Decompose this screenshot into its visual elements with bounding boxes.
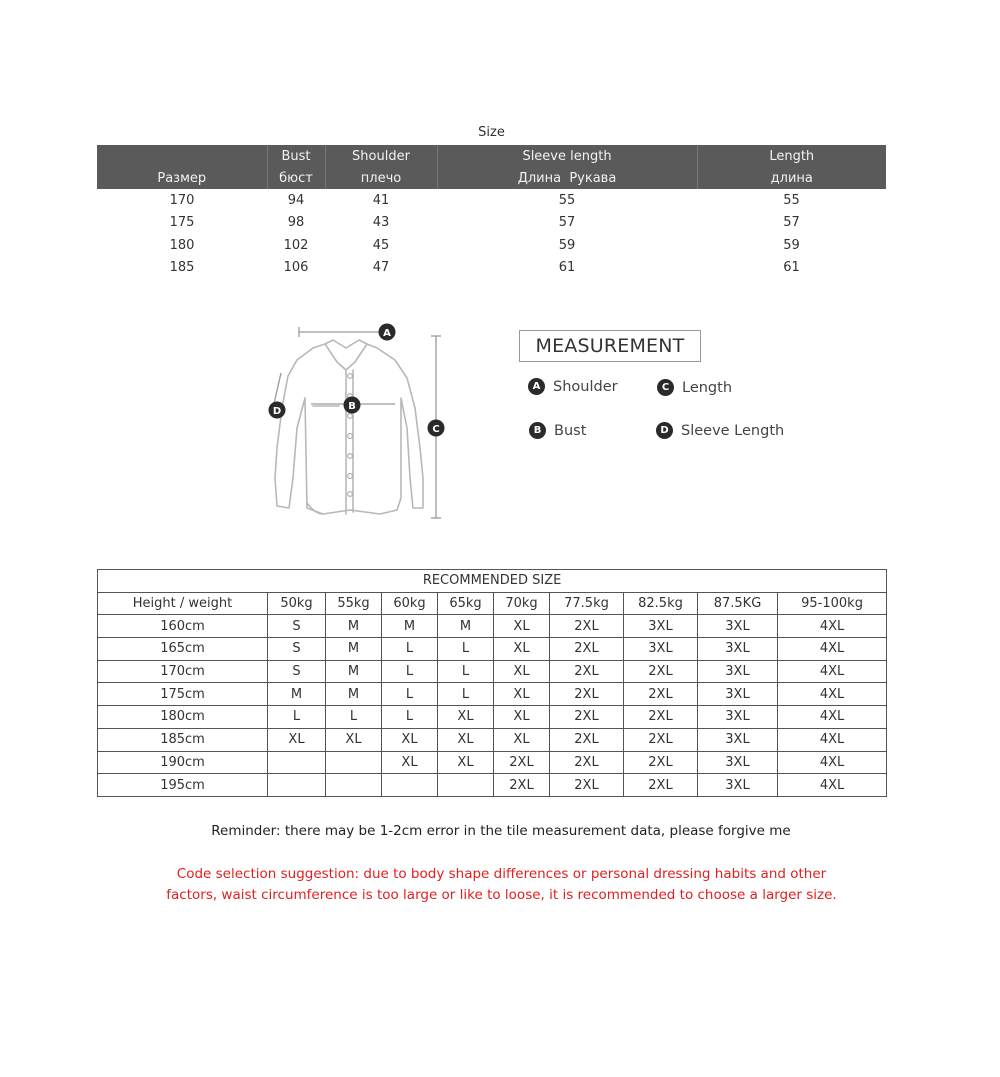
recommended-size-cell: XL [382,728,438,751]
recommended-size-cell: XL [326,728,382,751]
recommended-header-cell: 87.5KG [698,592,778,615]
recommended-size-cell: 4XL [778,728,887,751]
height-cell: 175cm [98,683,268,706]
size-table-row [97,212,886,235]
height-cell: 165cm [98,638,268,661]
size-table-cell: 43 [372,215,390,231]
size-table-cell: 57 [558,215,576,231]
recommended-size-cell: 2XL [624,683,698,706]
legend-label: Length [682,379,733,396]
size-header-row-russian [97,167,886,189]
recommended-size-cell: 4XL [778,751,887,774]
recommended-header-cell: 95-100kg [778,592,887,615]
recommended-size-cell: 3XL [698,728,778,751]
recommended-size-cell: L [268,706,326,729]
recommended-size-cell: XL [382,751,438,774]
recommended-header-cell: Height / weight [98,592,268,615]
recommended-size-cell: M [326,638,382,661]
recommended-size-cell: 3XL [624,615,698,638]
size-table-cell: 170 [169,192,195,208]
badge-b-icon: B [529,422,546,439]
recommended-size-cell: L [382,638,438,661]
recommended-header-cell: 82.5kg [624,592,698,615]
size-header-cell: Sleeve length [437,145,697,167]
recommended-size-cell: L [438,638,494,661]
size-table-cell: 175 [169,215,195,231]
size-suggestion-text: Code selection suggestion: due to body shape differences or personal dressing habits and other factors, waist circumference is too large or like to loose, it is recommended to choose a larger size. [166,866,837,903]
size-table [97,145,886,279]
recommended-size-cell: 2XL [550,638,624,661]
recommended-row [98,774,887,797]
recommended-size-cell [326,751,382,774]
badge-d-icon: D [656,422,673,439]
recommended-size-cell: XL [494,683,550,706]
size-table-cell: 61 [783,260,800,276]
diagram-letter-c: C [432,424,440,435]
badge-c-icon: C [657,379,674,396]
size-table-cell: 47 [372,260,390,276]
recommended-size-cell: 4XL [778,706,887,729]
badge-a-icon: A [528,378,545,395]
recommended-size-cell: XL [438,728,494,751]
recommended-size-cell: 2XL [624,706,698,729]
size-header-cell: длина [697,167,886,189]
legend-item-bust [529,422,586,439]
diagram-letter-b: B [348,401,356,412]
recommended-size-cell: XL [268,728,326,751]
recommended-size-cell: 2XL [494,774,550,797]
legend-item-sleeve-length [656,422,784,439]
recommended-size-cell: M [268,683,326,706]
recommended-size-cell: XL [438,751,494,774]
size-table-row [97,234,886,257]
recommended-size-cell: L [326,706,382,729]
recommended-size-cell: 3XL [698,683,778,706]
recommended-row [98,660,887,683]
size-header-cell: бюст [267,167,325,189]
recommended-size-cell: 2XL [550,728,624,751]
diagram-letter-d: D [272,406,282,417]
recommended-size-cell: M [438,615,494,638]
size-table-row [97,189,886,212]
recommended-size-cell: 2XL [624,774,698,797]
recommended-size-cell [268,774,326,797]
height-cell: 185cm [98,728,268,751]
size-table-cell: 185 [169,260,195,276]
recommended-size-cell: 2XL [624,660,698,683]
size-table-row [97,257,886,280]
recommended-header-cell: 65kg [438,592,494,615]
size-header-cell: Length [697,145,886,167]
recommended-size-cell: M [326,660,382,683]
recommended-size-cell: 2XL [550,751,624,774]
height-cell: 170cm [98,660,268,683]
size-table-title: Size [478,125,505,140]
recommended-size-cell: 2XL [550,615,624,638]
size-table-cell: 94 [287,192,305,208]
recommended-header-row [98,592,887,615]
recommended-size-cell [326,774,382,797]
size-table-cell: 41 [372,192,390,208]
recommended-row [98,728,887,751]
recommended-size-cell: XL [494,660,550,683]
size-header-cell [97,145,267,167]
recommended-size-cell: 3XL [698,751,778,774]
recommended-size-cell: 4XL [778,660,887,683]
recommended-size-cell: 4XL [778,683,887,706]
recommended-size-cell: 2XL [494,751,550,774]
recommended-size-cell [268,751,326,774]
legend-item-shoulder [528,378,618,395]
recommended-header-cell: 55kg [326,592,382,615]
diagram-letter-a: A [383,328,391,339]
recommended-row [98,683,887,706]
recommended-size-table [97,569,887,797]
recommended-size-cell: M [326,615,382,638]
size-table-cell: 59 [558,237,576,253]
height-cell: 195cm [98,774,268,797]
size-table-cell: 59 [783,237,800,253]
recommended-size-cell: L [382,706,438,729]
recommended-size-cell [438,774,494,797]
recommended-size-cell: 3XL [698,706,778,729]
measurement-title: MEASUREMENT [519,330,701,362]
recommended-row [98,751,887,774]
size-header-cell: Длина Рукава [437,167,697,189]
legend-item-length [657,379,732,396]
size-table-cell: 61 [558,260,576,276]
recommended-size-cell: 2XL [624,728,698,751]
size-table-cell: 55 [783,192,800,208]
height-cell: 190cm [98,751,268,774]
height-cell: 160cm [98,615,268,638]
recommended-row [98,638,887,661]
size-table-cell: 98 [287,215,305,231]
recommended-size-cell: 2XL [550,683,624,706]
recommended-header-cell: 77.5kg [550,592,624,615]
recommended-size-cell: L [438,683,494,706]
size-header-row-english [97,145,886,167]
size-table-cell: 106 [283,260,309,276]
recommended-size-cell: 2XL [624,751,698,774]
recommended-size-cell: XL [494,728,550,751]
recommended-header-cell: 50kg [268,592,326,615]
recommended-size-cell: 3XL [698,615,778,638]
size-table-cell: 180 [169,237,195,253]
recommended-size-cell: L [382,660,438,683]
recommended-row [98,615,887,638]
recommended-size-cell: 3XL [698,774,778,797]
recommended-size-cell: 4XL [778,638,887,661]
recommended-row [98,706,887,729]
recommended-size-cell: XL [494,638,550,661]
recommended-size-cell: L [438,660,494,683]
size-header-cell: Размер [97,167,267,189]
legend-label: Sleeve Length [681,422,785,439]
recommended-size-cell: 4XL [778,774,887,797]
reminder-text: Reminder: there may be 1-2cm error in the tile measurement data, please forgive me [211,823,791,839]
size-table-cell: 45 [372,237,390,253]
recommended-size-cell: 2XL [550,706,624,729]
recommended-size-cell: S [268,660,326,683]
recommended-size-cell: L [382,683,438,706]
size-header-cell: Bust [267,145,325,167]
size-table-cell: 55 [558,192,576,208]
recommended-size-cell: XL [494,615,550,638]
height-cell: 180cm [98,706,268,729]
recommended-title: RECOMMENDED SIZE [98,570,887,593]
legend-label: Bust [554,422,587,439]
size-header-cell: Shoulder [325,145,437,167]
size-table-cell: 57 [783,215,800,231]
recommended-size-cell: S [268,615,326,638]
legend-label: Shoulder [553,378,618,395]
shirt-measurement-diagram [255,318,455,528]
recommended-size-cell: M [326,683,382,706]
recommended-size-cell: S [268,638,326,661]
recommended-size-cell: 3XL [624,638,698,661]
recommended-size-cell: 4XL [778,615,887,638]
recommended-size-cell [382,774,438,797]
recommended-size-cell: 2XL [550,774,624,797]
recommended-title-row [98,570,887,593]
recommended-header-cell: 70kg [494,592,550,615]
size-table-cell: 102 [283,237,309,253]
recommended-size-cell: XL [438,706,494,729]
recommended-size-cell: M [382,615,438,638]
recommended-size-cell: XL [494,706,550,729]
recommended-size-cell: 2XL [550,660,624,683]
recommended-header-cell: 60kg [382,592,438,615]
size-header-cell: плечо [325,167,437,189]
recommended-size-cell: 3XL [698,660,778,683]
recommended-size-cell: 3XL [698,638,778,661]
